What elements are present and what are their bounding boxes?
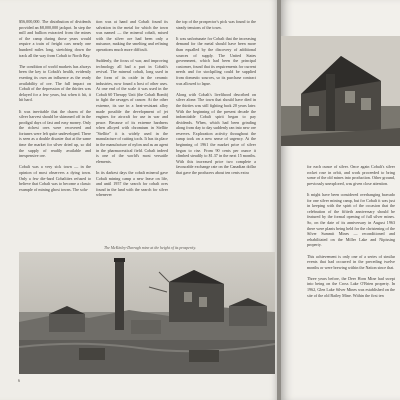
headframe-photograph: [281, 36, 400, 146]
right-text-column: for each ounce of silver. Once again Cobalt's silver rocket rose in orbit, and work proceeded to bring some of the old mines into production. Other ground, previously unexplored, was given close attention. It might have been considered overhanging bravado for one silver mining camp, but for Cobalt it was just in keeping with the spirit of the occasion that the celebration of the fiftieth anniversary should be featured by the formal opening of full silver mines. So, on the date of its anniversary in August 1963 there were plants being held for the christening of the Silver Summit Mines — reconditioned and rehabilitated on the Miller Lake and Nipissing property. This achievement is only one of a series of similar events that had occurred in the preceding twelve months or were brewing within the Nation since that. Three years before, the Deer Horn Mine had swept into being on the Cross Lake O'Brien property. In 1962, Glen Lake Silver Mines was established on the site of the old Bailey Mine. Within the first ten: [307, 164, 395, 298]
page-number: 6: [18, 378, 20, 383]
text-column-2: tion was at hand and Cobalt found its salvation in the metal for which the town was named — the mineral cobalt, mixed with the silver ore had been only a nuisance, making the smelting and refining operations much more difficult. Suddenly, the focus of war, and improving technology all had a part in Cobalt's revival. The mineral cobalt, long used in the form of its oxide in the ceramic industries, now found a host of other uses. At one end of the scale it was used in the Cobalt 60 Therapy Unit (the Cobalt Bomb) to fight the ravages of cancer. At the other extreme, its use in a heat-resistant alloy made possible the development of jet engines for aircraft for use in war and peace. Because of its extreme hardness when alloyed with chromium in Stellite "Stellite" it is widely used in the manufacture of cutting tools. It has its place in the manufacture of nylon and as an agent in the pharmaceutical field. Cobalt indeed is one of the world's most versatile elements. In its darkest days the cobalt mineral gave Cobalt mining camp a new lease on life, and until 1957 the search for cobalt ores found in the land with the search for silver whenever: [96, 19, 168, 198]
photo-caption: The McKinley-Darragh mine at the height of its prosperity.: [103, 246, 197, 250]
right-page: [281, 0, 400, 400]
text-column-1: $56,000,000. The distribution of dividends provided an $8,000,000 jackpot. In step the mill and bullion extracted from the mines of the camp during those years would require a train of freight cars nearly one hundred miles long, stretching down the track all the way from Cobalt to North Bay. The condition of world markets has always been the key to Cobalt's health, evidently exerting its own an influence as the ready availability of ore. The full impact on Cobalt of the depression of the thirties was delayed for a few years, but when it hit, it hit hard. It was inevitable that the charm of the silver harvest should be skimmed off in the prodigal days of fast and easy money. Only the richest ores were recovered and fortunes were left quite undeveloped. There is seen as a double disaster that at the same time the market for silver dried up, so did the supply of readily available and inexpensive ore. Cobalt was a very sick town — in the opinion of most observers a dying town. Only a few die-hard Cobaltites refused to believe that Cobalt was to become a classic example of mining ghost towns. The solu-: [19, 19, 91, 192]
text-column-3: the top of the prospector's pick was found to the steady tensions of the town. It was unfortunate for Cobalt that the increasing demand for the metal should have been more than equalled by the discovery of additional sources of supply. The United States government, which had been the principal customer, found that its requirements for current needs and for stockpiling could be supplied from domestic sources, so its purchase contract was allowed to lapse. Along with Cobalt's livelihood described on silver alone. The town that should have died in the thirties was still fighting back 20 years later. With the beginning of the present decade the indomitable Cobalt spirit began to pay dividends. When, which had been grinding along from day to day suddenly ran into new ore reserves. Exploration activity throughout the camp took on a new sense of urgency. At the beginning of 1961 the market price of silver began to rise. From 90 cents per ounce it climbed steadily to $1.37 in the next 15 months. With this increased price two complete a favourable exchange rate on the Canadian dollar that gave the producers about ten cents extra: [176, 19, 256, 176]
mine-photograph: [19, 252, 275, 374]
